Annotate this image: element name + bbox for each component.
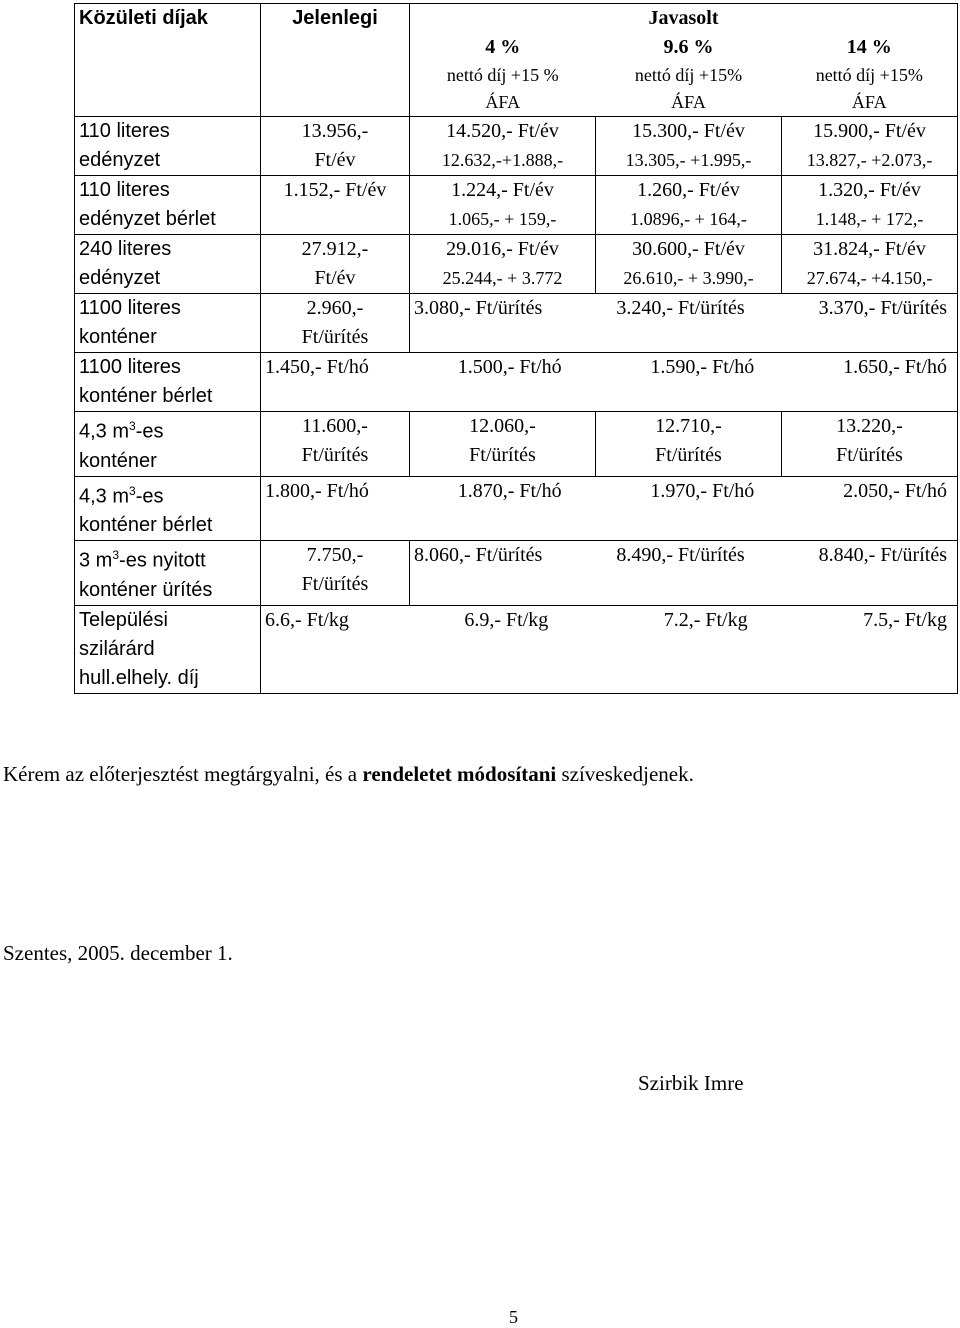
value-line: 12.060,- (469, 415, 536, 437)
value-line: 11.600,- (302, 415, 368, 437)
table-row (75, 294, 958, 353)
current-fee (261, 412, 410, 477)
table-row (75, 541, 958, 606)
current-fee (261, 176, 410, 235)
pct-label: 14 % (846, 36, 892, 58)
superscript: 3 (129, 483, 136, 498)
request-paragraph (3, 762, 694, 787)
label-line: Települési (79, 608, 168, 631)
label-text: 3 m (79, 549, 113, 572)
table-row (75, 412, 958, 477)
label-text: 4,3 m (79, 420, 130, 443)
header-javasolt: Javasolt (410, 4, 958, 34)
page-number: 5 (509, 1307, 518, 1327)
breakdown-line: 25.244,- + 3.772 (442, 268, 563, 288)
breakdown-line: 1.148,- + 172,- (815, 209, 924, 229)
superscript: 3 (112, 548, 120, 563)
label-line: szilárárd (79, 637, 155, 660)
pct-sub-label: ÁFA (851, 92, 887, 112)
value-line: 15.900,- Ft/év (813, 120, 926, 142)
label-text: 4,3 m (79, 485, 130, 508)
proposed-value: 7.5,- Ft/kg (863, 608, 947, 631)
proposed-fee-14 (782, 117, 958, 176)
breakdown-line: 13.305,- +1.995,- (625, 150, 752, 170)
header-14-percent (782, 33, 958, 117)
proposed-value: 8.060,- Ft/ürítés (414, 544, 543, 567)
header-9-6-percent (596, 33, 782, 117)
value-line: 1.152,- Ft/év (283, 179, 387, 201)
proposed-fee-9-6 (596, 412, 782, 477)
current-fee (261, 294, 410, 353)
proposed-value: 3.080,- Ft/ürítés (414, 297, 543, 319)
proposed-fee-9-6 (596, 176, 782, 235)
label-line: konténer (79, 449, 157, 472)
table-row (75, 235, 958, 294)
label-line: konténer bérlet (79, 514, 213, 537)
table-row (75, 605, 958, 693)
current-fee (261, 235, 410, 294)
proposed-fee-4 (410, 412, 596, 477)
label-text: -es (135, 485, 164, 508)
pct-sub-label: ÁFA (671, 92, 706, 112)
value-line: 7.750,- (306, 544, 364, 567)
header-kozuleti-dijak: Közületi díjak (75, 4, 261, 117)
superscript: 3 (129, 419, 136, 433)
row-label (75, 176, 261, 235)
value-line: 31.824,- Ft/év (813, 238, 926, 260)
label-line (79, 412, 256, 447)
proposed-fee-14 (782, 176, 958, 235)
value-line: 13.956,- (301, 120, 369, 142)
value-line: 14.520,- Ft/év (446, 120, 559, 142)
breakdown-line: 27.674,- +4.150,- (806, 268, 933, 288)
value-line: 12.710,- (655, 415, 722, 437)
label-text: -es (135, 420, 164, 443)
request-bold-text: rendeletet módosítani (362, 762, 557, 786)
merged-values-row (265, 606, 953, 635)
value-line: 13.220,- (836, 415, 903, 437)
header-4-percent (410, 33, 596, 117)
proposed-value: 1.870,- Ft/hó (457, 479, 562, 502)
proposed-fee-9-6 (596, 235, 782, 294)
table-row (75, 476, 958, 541)
label-line: 1100 literes (79, 356, 181, 378)
proposed-value: 1.500,- Ft/hó (457, 356, 562, 378)
value-line: Ft/ürítés (836, 444, 903, 466)
current-value: 1.450,- Ft/hó (265, 356, 369, 378)
breakdown-line: 13.827,- +2.073,- (806, 150, 933, 170)
proposed-fees-merged (410, 541, 958, 606)
proposed-value: 7.2,- Ft/kg (663, 608, 748, 631)
proposed-value: 1.590,- Ft/hó (650, 356, 755, 378)
merged-values-row (265, 353, 953, 382)
pct-sub-label: ÁFA (485, 92, 521, 112)
value-line: 15.300,- Ft/év (632, 120, 745, 142)
pct-label: 4 % (485, 36, 521, 58)
proposed-fee-4 (410, 235, 596, 294)
current-fee (261, 541, 410, 606)
label-line (79, 477, 256, 512)
row-label (75, 605, 261, 693)
proposed-values-row (414, 294, 953, 323)
current-value: 6.6,- Ft/kg (265, 608, 349, 631)
table-row (75, 117, 958, 176)
current-fee (261, 117, 410, 176)
breakdown-line: 1.065,- + 159,- (448, 209, 557, 229)
row-label (75, 541, 261, 606)
pct-sub-label: nettó díj +15% (815, 65, 923, 85)
row-label (75, 476, 261, 541)
proposed-fee-14 (782, 235, 958, 294)
value-line: Ft/év (314, 267, 356, 289)
signature-name: Szirbik Imre (638, 1071, 744, 1095)
pct-label: 9.6 % (663, 36, 714, 58)
breakdown-line: 12.632,-+1.888,- (441, 150, 564, 170)
breakdown-line: 26.610,- + 3.990,- (623, 268, 754, 288)
fees-table (74, 3, 958, 694)
proposed-value: 1.650,- Ft/hó (843, 356, 948, 378)
pct-sub-label: nettó díj +15 % (446, 65, 559, 85)
fees-merged (261, 353, 958, 412)
label-line: 240 literes (79, 238, 172, 260)
value-line: 1.320,- Ft/év (818, 179, 921, 201)
value-line: Ft/ürítés (655, 444, 722, 466)
label-line: konténer (79, 326, 157, 348)
table-row (75, 176, 958, 235)
value-line: Ft/ürítés (301, 444, 369, 466)
value-line: 2.960,- (306, 297, 364, 319)
value-line: Ft/ürítés (301, 326, 369, 348)
proposed-value: 3.240,- Ft/ürítés (616, 297, 745, 319)
header-jelenlegi: Jelenlegi (261, 4, 410, 117)
proposed-values-row (414, 541, 953, 570)
request-text: szíveskedjenek. (556, 762, 694, 786)
value-line: Ft/ürítés (469, 444, 536, 466)
value-line: Ft/év (314, 149, 356, 171)
fees-merged (261, 605, 958, 693)
breakdown-line: 1.0896,- + 164,- (630, 209, 747, 229)
request-text: Kérem az előterjesztést megtárgyalni, és a (3, 762, 363, 786)
proposed-fee-9-6 (596, 117, 782, 176)
row-label (75, 294, 261, 353)
row-label (75, 117, 261, 176)
label-line: 110 literes (79, 120, 170, 142)
proposed-value: 8.840,- Ft/ürítés (818, 544, 947, 567)
value-line: 30.600,- Ft/év (632, 238, 745, 260)
place-date: Szentes, 2005. december 1. (3, 941, 233, 965)
proposed-value: 6.9,- Ft/kg (464, 608, 549, 631)
fees-merged (261, 476, 958, 541)
value-line: 1.224,- Ft/év (451, 179, 554, 201)
proposed-value: 2.050,- Ft/hó (843, 479, 948, 502)
table-row (75, 353, 958, 412)
label-line (79, 541, 256, 576)
pct-sub-label: nettó díj +15% (634, 65, 743, 85)
proposed-value: 3.370,- Ft/ürítés (818, 297, 947, 319)
value-line: 27.912,- (301, 238, 369, 260)
label-line: edényzet bérlet (79, 208, 216, 230)
label-line: hull.elhely. díj (79, 666, 199, 689)
label-line: 1100 literes (79, 297, 181, 319)
proposed-fee-4 (410, 176, 596, 235)
merged-values-row (265, 477, 953, 506)
row-label (75, 235, 261, 294)
label-line: edényzet (79, 149, 161, 171)
header-row-1 (75, 4, 958, 34)
value-line: 29.016,- Ft/év (446, 238, 559, 260)
row-label (75, 353, 261, 412)
proposed-fee-4 (410, 117, 596, 176)
label-line: edényzet (79, 267, 161, 289)
label-text: -es nyitott (119, 549, 206, 572)
value-line: Ft/ürítés (301, 573, 369, 596)
label-line: konténer bérlet (79, 385, 213, 407)
label-line: 110 literes (79, 179, 170, 201)
proposed-value: 1.970,- Ft/hó (650, 479, 755, 502)
current-value: 1.800,- Ft/hó (265, 479, 369, 502)
row-label (75, 412, 261, 477)
value-line: 1.260,- Ft/év (637, 179, 740, 201)
label-line: konténer ürítés (79, 578, 213, 601)
proposed-value: 8.490,- Ft/ürítés (616, 544, 745, 567)
proposed-fee-14 (782, 412, 958, 477)
proposed-fees-merged (410, 294, 958, 353)
